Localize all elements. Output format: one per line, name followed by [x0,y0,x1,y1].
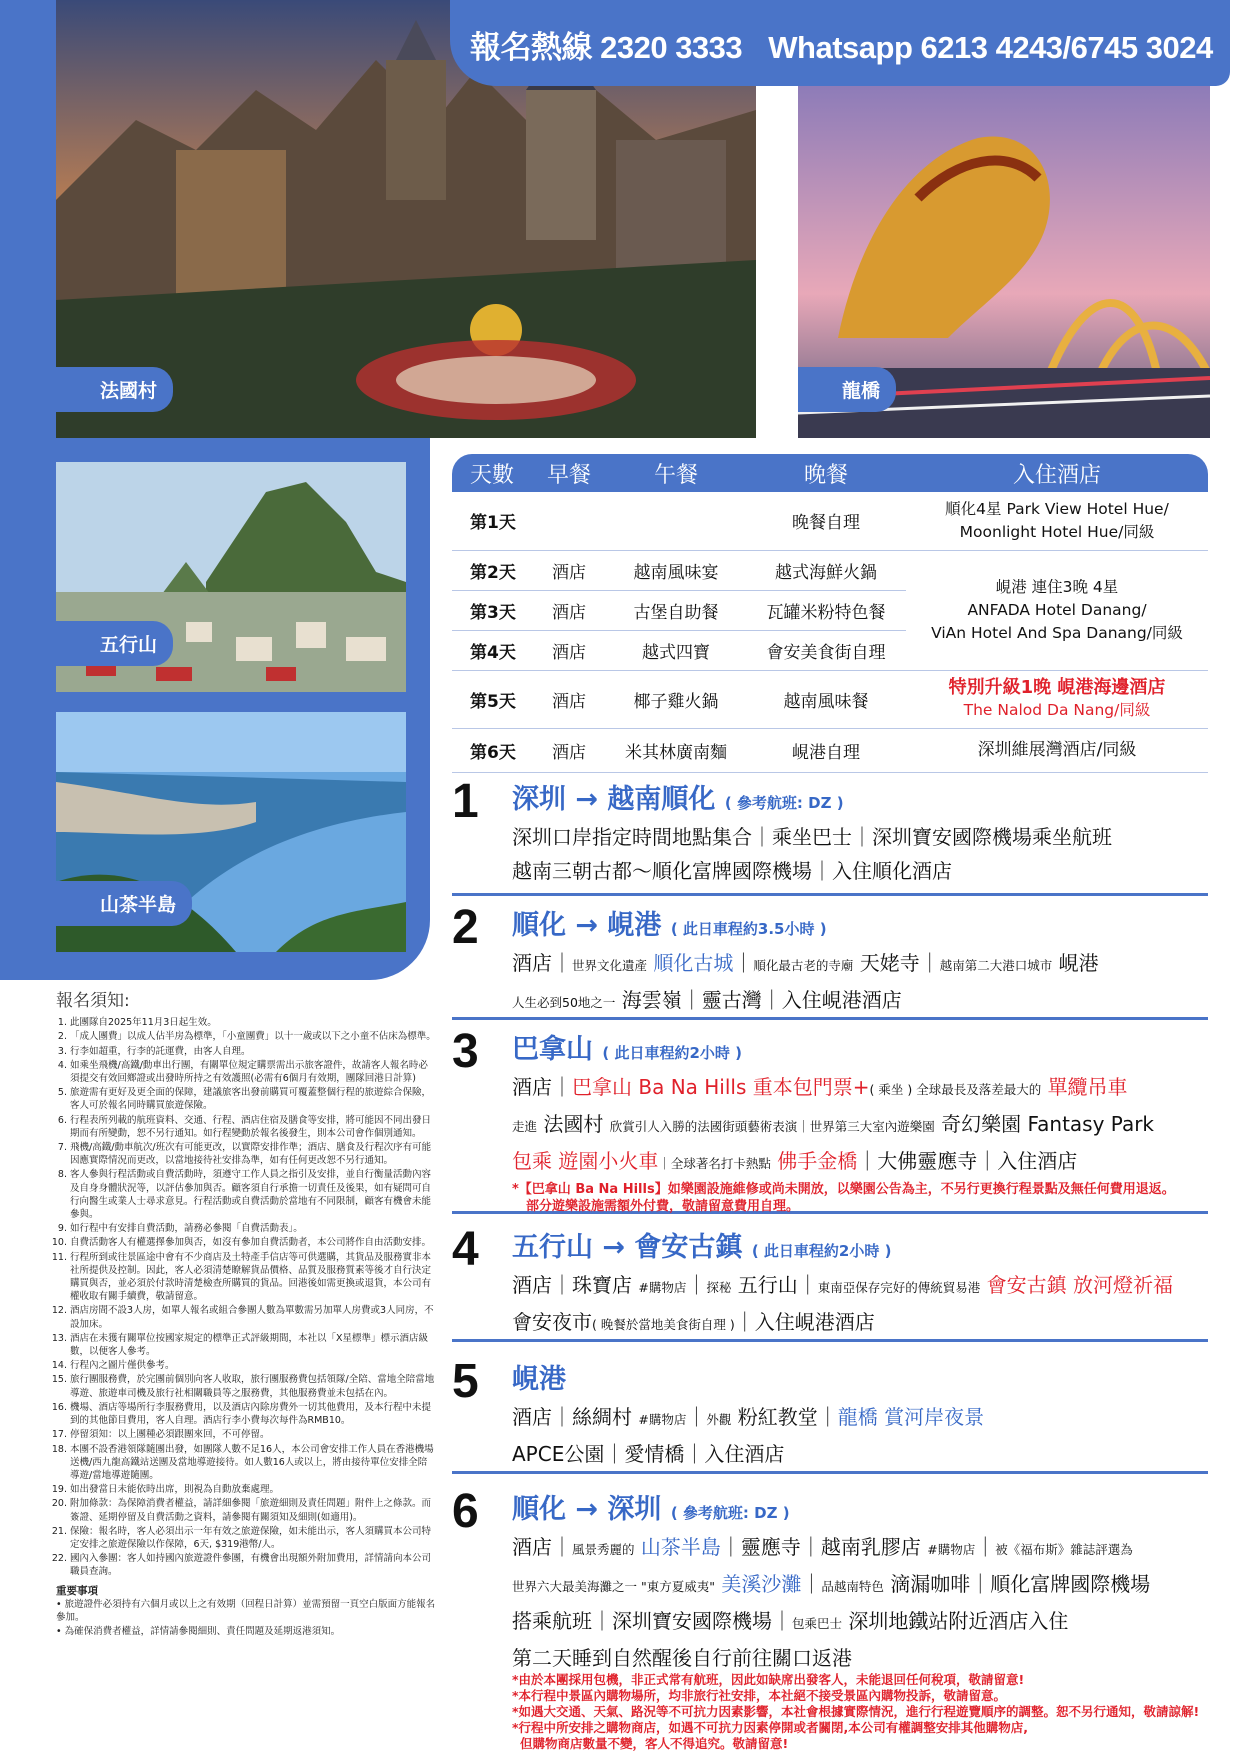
list-item: 2. 「成人團費」以成人佔半房為標準，「小童團費」以十一歲或以下之小童不佔床為標準。 [70,1030,436,1043]
itinerary-day-5 [452,1355,1208,1474]
day-title: 五行山 → 會安古鎮 ( 此日車程約2小時 ) [512,1232,892,1263]
row-breakfast [532,492,606,550]
whatsapp-number[interactable]: Whatsapp 6213 4243/6745 3024 [768,30,1213,65]
list-item: 10. 自費活動客人有權選擇參加與否，如沒有參加自費活動者，本公司將作自由活動安排。 [70,1236,436,1249]
list-item: • 為確保消費者權益，詳情請參閱細則、責任問題及延期返港須知。 [56,1625,436,1638]
row-day: 第4天 [452,630,532,670]
row-lunch: 米其林廣南麵 [606,728,746,772]
list-item: 15. 旅行團服務費，於完團前個別向客人收取，旅行團服務費包括領隊/全陪、當地全陪當地導遊、旅遊車司機及旅行社相關職員等之服務費，其他服務費並未包括在內。 [70,1373,436,1399]
row-day: 第5天 [452,670,532,728]
row-breakfast: 酒店 [532,550,606,590]
photo-dragon-bridge [798,78,1210,438]
table-row [452,670,1208,728]
day-number: 5 [452,1355,479,1408]
day-title: 深圳 → 越南順化 ( 參考航班: DZ ) [512,784,844,815]
table-row [452,550,1208,590]
row-lunch: 越式四寶 [606,630,746,670]
hotline-banner [450,0,1230,86]
itinerary-day-6 [452,1485,1208,1670]
list-item: • 旅遊證件必須持有六個月或以上之有效期（回程日計算）並需預留一頁空白版面方能報名參加。 [56,1598,436,1624]
list-item: 7. 飛機/高鐵/動車航次/班次有可能更改，以實際安排作準；酒店、膳食及行程次序有可能因應實際情況而更改，以當地接待社安排為準，如有任何更改恕不另行通知。 [70,1141,436,1167]
itinerary-day-1 [452,775,1208,896]
caption-son-tra: 山茶半島 [56,881,192,926]
list-item: 3. 行李如超重，行李的託運費，由客人自理。 [70,1045,436,1058]
day-title: 峴港 [512,1364,566,1395]
list-item: 19. 如出發當日未能依時出席，則視為自動放棄處理。 [70,1483,436,1496]
list-item: 11. 行程所到或往景區途中會有不少商店及土特產手信店等可供選購，其貨品及服務實非本社所提供及控制。因此，客人必須清楚瞭解貨品價格、品質及服務質素等後才自行決定購買與否，並必須於付款時清楚檢查所購買的貨品。回港後如需更換或退貨，本公司有權收取有關手續費，敬請留意。 [70,1251,436,1304]
day-number: 4 [452,1223,479,1276]
table-row [452,492,1208,550]
list-item: 4. 如乘坐飛機/高鐵/動車出行團，有關單位規定購票需出示旅客證件，故請客人報名時必須提交有效回鄉證或出發時所持之有效護照(必需有6個月有效期，團隊回港日計算) [70,1059,436,1085]
terms-list [56,1016,436,1578]
day-body: 酒店｜世界文化遺產 順化古城｜順化最古老的寺廟 天姥寺｜越南第二大港口城市 峴港 人生必到50地之一 海雲嶺｜靈古灣｜入住峴港酒店 [512,951,1099,1012]
row-dinner: 越南風味餐 [746,670,906,728]
day-title: 巴拿山 ( 此日車程約2小時 ) [512,1034,742,1065]
hotel-danang: 峴港 連住3晚 4星 ANFADA Hotel Danang/ ViAn Hotel And Spa Danang/同級 [906,550,1208,670]
row-breakfast: 酒店 [532,728,606,772]
header-breakfast: 早餐 [532,454,606,492]
itinerary-day-4 [452,1223,1208,1342]
list-item: 21. 保險：報名時，客人必須出示一年有效之旅遊保險，如未能出示，客人須購買本公司特定安排之旅遊保險以作保障，6天, $319港幣/人。 [70,1525,436,1551]
list-item: 6. 行程表所列載的航班資料、交通、行程、酒店住宿及膳食等安排，將可能因不同出發日期而有所變動，恕不另行通知。如行程變動於報名後發生，則本公司會作個別通知。 [70,1114,436,1140]
row-day: 第2天 [452,550,532,590]
itinerary-day-3 [452,1025,1208,1214]
list-item: 14. 行程內之圖片僅供參考。 [70,1359,436,1372]
row-lunch: 越南風味宴 [606,550,746,590]
row-lunch: 古堡自助餐 [606,590,746,630]
day-number: 1 [452,775,479,828]
list-item: 18. 本團不設香港領隊隨團出發，如團隊人數不足16人，本公司會安排工作人員在香港機場送機/西九龍高鐵站送團及當地導遊接待。如人數16人或以上，將由接待單位安排全陪導遊/當地導遊隨團。 [70,1443,436,1483]
list-item: 13. 酒店在未獲有關單位按國家規定的標準正式評級期間，本社以「X星標準」標示酒店級數，以便客人參考。 [70,1332,436,1358]
list-item: 9. 如行程中有安排自費活動，請務必參閱「自費活動表」。 [70,1222,436,1235]
row-day: 第3天 [452,590,532,630]
day-body: 酒店｜珠寶店 #購物店｜探秘 五行山｜東南亞保存完好的傳統貿易港 會安古鎮 放河燈祈福 會安夜市( 晚餐於當地美食街自理 )｜入住峴港酒店 [512,1273,1173,1334]
important-title: 重要事項 [56,1584,98,1597]
day-body: 酒店｜絲綢村 #購物店｜外觀 粉紅教堂｜龍橋 賞河岸夜景 APCE公園｜愛情橋｜入住酒店 [512,1405,985,1466]
row-breakfast: 酒店 [532,670,606,728]
meal-hotel-table [452,454,1208,773]
terms-title: 報名須知: [56,991,130,1011]
list-item: 22. 國內入參團：客人如持國內旅遊證件參團，有機會出現額外附加費用，詳情請向本公司職員查詢。 [70,1552,436,1578]
header-dinner: 晚餐 [746,454,906,492]
day-3-warning: *【巴拿山 Ba Na Hills】如樂園設施維修或尚未開放，以樂園公告為主，不另行更換行程景點及無任何費用退返。 部分遊樂設施需額外付費，敬請留意費用自理。 [512,1182,1175,1214]
caption-dragon-bridge: 龍橋 [798,367,896,412]
row-lunch [606,492,746,550]
row-day: 第1天 [452,492,532,550]
header-lunch: 午餐 [606,454,746,492]
row-day: 第6天 [452,728,532,772]
table-row [452,728,1208,772]
row-lunch: 椰子雞火鍋 [606,670,746,728]
list-item: 20. 附加條款：為保障消費者權益，請詳細參閱「旅遊細則及責任問題」附件上之條款。而簽證、延期停留及自費活動之資料，請參閱有關須知及細則(如適用)。 [70,1497,436,1523]
photo-son-tra [56,712,406,952]
row-dinner: 峴港自理 [746,728,906,772]
list-item: 5. 旅遊需有更好及更全面的保障，建議旅客出發前購買可覆蓋整個行程的旅遊綜合保險，客人可於報名同時購買旅遊保險。 [70,1086,436,1112]
day-number: 6 [452,1485,479,1538]
day-number: 2 [452,901,479,954]
header-hotel: 入住酒店 [906,454,1208,492]
itinerary-day-2 [452,901,1208,1020]
footer-notes: *由於本團採用包機，非正式常有航班，因此如缺席出發客人，未能退回任何稅項，敬請留意! *本行程中景區內購物場所，均非旅行社安排，本社絕不接受景區內購物投訴，敬請留意。 *如遇大交通、天氣、路況等不可抗力因素影響，本社會根據實際情況，進行行程遊覽順序的調整。恕不另行通知，敬請諒解! *行程中所安排之購物商店，如遇不可抗力因素停開或者關閉,本公司有權調整安排其他購物店, 但購物商店數量不變，客人不得追究。敬請留意! [512,1672,1200,1751]
hotel-shenzhen: 深圳維展灣酒店/同級 [906,728,1208,772]
row-breakfast: 酒店 [532,590,606,630]
hotel-hue: 順化4星 Park View Hotel Hue/ Moonlight Hotel Hue/同級 [906,492,1208,550]
registration-terms [56,991,436,1639]
row-dinner: 晚餐自理 [746,492,906,550]
day-number: 3 [452,1025,479,1078]
list-item: 12. 酒店房間不設3人房，如單人報名或組合參團人數為單數需另加單人房費或3人同房，不設加床。 [70,1304,436,1330]
day-body: 深圳口岸指定時間地點集合｜乘坐巴士｜深圳寶安國際機場乘坐航班 越南三朝古都～順化富牌國際機場｜入住順化酒店 [512,825,1112,883]
day-title: 順化 → 深圳 ( 參考航班: DZ ) [512,1494,790,1525]
list-item: 8. 客人參與行程活動或自費活動時，須遵守工作人員之指引及安排，並自行衡量活動內容及自身身體狀況等，以評估參加與否。顧客須自行承擔一切責任及後果，如有疑問可自行向醫生或業人士尋求意見。行程活動或自費活動於當地有不同限制，顧客有機會未能參與。 [70,1168,436,1221]
hotel-upgrade: 特別升級1晚 峴港海邊酒店 The Nalod Da Nang/同級 [906,670,1208,728]
header-days: 天數 [452,454,532,492]
row-dinner: 瓦罐米粉特色餐 [746,590,906,630]
important-list [56,1598,436,1639]
photo-marble-mountains [56,462,406,692]
caption-marble-mountains: 五行山 [56,621,173,666]
list-item: 16. 機場、酒店等場所行李服務費用，以及酒店內除房費外一切其他費用，及本行程中未提到的其他節目費用，客人自理。酒店行李小費每次每件為RMB10。 [70,1401,436,1427]
hotline-number[interactable]: 報名熱線 2320 3333 [470,30,743,65]
row-breakfast: 酒店 [532,630,606,670]
row-dinner: 越式海鮮火鍋 [746,550,906,590]
day-body: 酒店｜風景秀麗的 山茶半島｜靈應寺｜越南乳膠店 #購物店｜被《福布斯》雜誌評選為 世界六大最美海灘之一 "東方夏威夷" 美溪沙灘｜品越南特色 滴漏咖啡｜順化富牌國際機場 搭乘航班｜深圳寶安國際機場｜包乘巴士 深圳地鐵站附近酒店入住 第二天睡到自然醒後自行前往關口返港 [512,1535,1151,1670]
caption-french-village: 法國村 [56,367,173,412]
day-body: 酒店｜巴拿山 Ba Na Hills 重本包門票+( 乘坐 ) 全球最長及落差最大的 單纜吊車 走進 法國村 欣賞引人入勝的法國街頭藝術表演｜世界第三大室內遊樂園 奇幻樂園 Fantasy Park 包乘 遊園小火車｜全球著名打卡熱點 佛手金橋｜大佛靈應寺｜入住酒店 [512,1075,1154,1173]
row-dinner: 會安美食街自理 [746,630,906,670]
list-item: 1. 此團隊自2025年11月3日起生效。 [70,1016,436,1029]
day-title: 順化 → 峴港 ( 此日車程約3.5小時 ) [512,910,827,941]
list-item: 17. 停留須知：以上團種必須跟團來回，不可停留。 [70,1428,436,1441]
